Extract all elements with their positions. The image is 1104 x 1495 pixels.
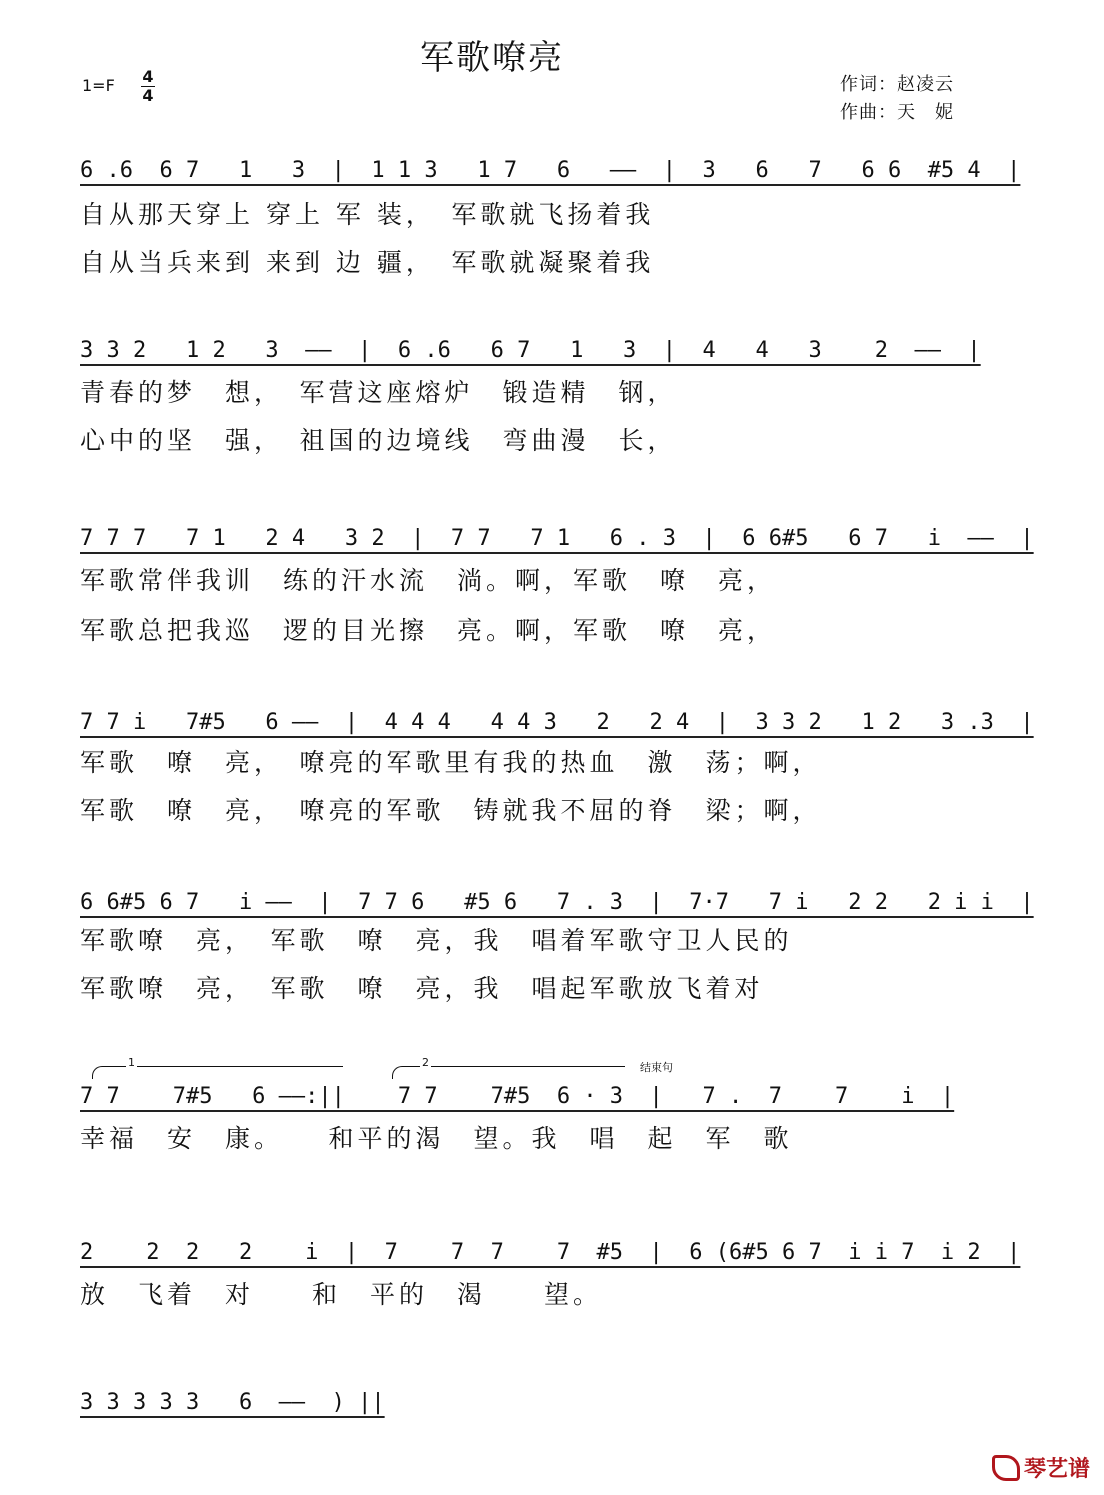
lyric-line-4-verse-2: 军歌 嘹 亮， 嘹亮的军歌 铸就我不屈的脊 梁；啊， (80, 796, 822, 825)
lyric-line-7: 放 飞着 对 和 平的 渴 望。 (80, 1280, 603, 1309)
lyric-line-2-verse-1: 青春的梦 想， 军营这座熔炉 锻造精 钢， (80, 378, 677, 407)
notation-line-1: 6 .6 6 7 1 3 | 1 1 3 1 7 6 —— | 3 6 7 6 6 #5 4 | (80, 158, 1021, 183)
time-signature-top: 4 (142, 67, 154, 86)
lyric-line-2-verse-2: 心中的坚 强， 祖国的边境线 弯曲漫 长， (80, 426, 677, 455)
lyric-line-5-verse-1: 军歌嘹 亮， 军歌 嘹 亮，我 唱着军歌守卫人民的 (80, 926, 793, 955)
notation-line-6: 7 7 7#5 6 ——:|| 7 7 7#5 6 · 3 | 7 . 7 7 i | (80, 1084, 955, 1109)
watermark-logo (992, 1452, 1090, 1483)
first-ending-label: 1 (128, 1056, 135, 1069)
notation-line-2: 3 3 2 1 2 3 —— | 6 .6 6 7 1 3 | 4 4 3 2 —— | (80, 338, 981, 363)
time-signature-bottom: 4 (142, 86, 154, 105)
notation-line-3: 7 7 7 7 1 2 4 3 2 | 7 7 7 1 6 . 3 | 6 6#5 6 7 i —— | (80, 526, 1034, 551)
composer-credit: 作曲：天 妮 (840, 102, 954, 123)
notation-line-5: 6 6#5 6 7 i —— | 7 7 6 #5 6 7 . 3 | 7·7 7 i 2 2 2 i i | (80, 890, 1034, 915)
lyricist-credit: 作词：赵凌云 (840, 74, 954, 95)
notation-line-4: 7 7 i 7#5 6 —— | 4 4 4 4 4 3 2 2 4 | 3 3 2 1 2 3 .3 | (80, 710, 1034, 735)
key-signature: 1=F (82, 76, 115, 95)
lyric-line-4-verse-1: 军歌 嘹 亮， 嘹亮的军歌里有我的热血 激 荡；啊， (80, 748, 822, 777)
watermark-text: 琴艺谱 (1023, 1457, 1090, 1482)
time-signature (140, 68, 156, 105)
piano-logo-icon (992, 1455, 1020, 1481)
ending-phrase-label: 结束句 (640, 1061, 673, 1074)
lyric-line-3-verse-1: 军歌常伴我训 练的汗水流 淌。啊，军歌 嘹 亮， (80, 566, 777, 595)
lyric-line-1-verse-1: 自从那天穿上 穿上 军 装， 军歌就飞扬着我 (80, 200, 655, 229)
notation-line-7: 2 2 2 2 i | 7 7 7 7 #5 | 6 (6#5 6 7 i i 7 i 2 | (80, 1240, 1021, 1265)
lyric-line-5-verse-2: 军歌嘹 亮， 军歌 嘹 亮，我 唱起军歌放飞着对 (80, 974, 764, 1003)
lyric-line-6: 幸福 安 康。 和平的渴 望。我 唱 起 军 歌 (80, 1124, 793, 1153)
second-ending-label: 2 (422, 1056, 429, 1069)
notation-line-8: 3 3 3 3 3 6 —— ) || (80, 1390, 385, 1415)
lyric-line-1-verse-2: 自从当兵来到 来到 边 疆， 军歌就凝聚着我 (80, 248, 655, 277)
lyric-line-3-verse-2: 军歌总把我巡 逻的目光擦 亮。啊，军歌 嘹 亮， (80, 616, 777, 645)
song-title: 军歌嘹亮 (420, 38, 564, 78)
